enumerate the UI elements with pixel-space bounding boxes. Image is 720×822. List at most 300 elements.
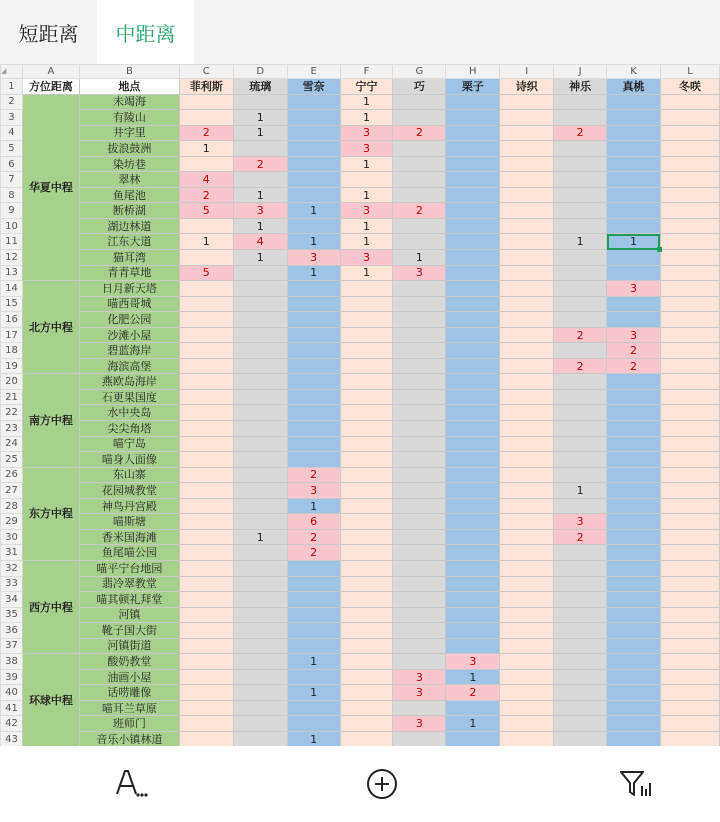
value-cell[interactable]: [393, 483, 446, 499]
value-cell[interactable]: [554, 296, 607, 312]
value-cell[interactable]: [393, 358, 446, 374]
value-cell[interactable]: [500, 94, 554, 110]
value-cell[interactable]: [179, 110, 233, 126]
value-cell[interactable]: [554, 700, 607, 716]
value-cell[interactable]: [340, 405, 393, 421]
value-cell[interactable]: 1: [287, 731, 340, 746]
select-all-corner[interactable]: ◢: [1, 65, 23, 79]
value-cell[interactable]: [554, 560, 607, 576]
value-cell[interactable]: [500, 560, 554, 576]
value-cell[interactable]: [500, 529, 554, 545]
place-cell[interactable]: 喵平宁台地园: [79, 560, 179, 576]
value-cell[interactable]: 1: [233, 110, 287, 126]
value-cell[interactable]: [554, 654, 607, 670]
value-cell[interactable]: [179, 731, 233, 746]
value-cell[interactable]: [446, 250, 500, 266]
value-cell[interactable]: [554, 623, 607, 639]
value-cell[interactable]: [607, 405, 661, 421]
value-cell[interactable]: [340, 716, 393, 732]
value-cell[interactable]: 3: [607, 327, 661, 343]
row-number[interactable]: 2: [1, 94, 23, 110]
value-cell[interactable]: [500, 296, 554, 312]
value-cell[interactable]: 3: [340, 125, 393, 141]
value-cell[interactable]: [179, 327, 233, 343]
value-cell[interactable]: [393, 529, 446, 545]
value-cell[interactable]: [446, 312, 500, 328]
value-cell[interactable]: [660, 436, 719, 452]
value-cell[interactable]: 6: [287, 514, 340, 530]
value-cell[interactable]: 1: [233, 187, 287, 203]
header-cell[interactable]: 方位距离: [22, 79, 79, 95]
row-number[interactable]: 9: [1, 203, 23, 219]
column-letter[interactable]: J: [554, 65, 607, 79]
value-cell[interactable]: [393, 110, 446, 126]
value-cell[interactable]: [233, 94, 287, 110]
value-cell[interactable]: [607, 125, 661, 141]
value-cell[interactable]: [179, 483, 233, 499]
value-cell[interactable]: [287, 343, 340, 359]
place-cell[interactable]: 喵耳兰草原: [79, 700, 179, 716]
value-cell[interactable]: [340, 498, 393, 514]
value-cell[interactable]: [233, 576, 287, 592]
row-number[interactable]: 8: [1, 187, 23, 203]
value-cell[interactable]: [393, 514, 446, 530]
value-cell[interactable]: [446, 700, 500, 716]
row-number[interactable]: 34: [1, 592, 23, 608]
header-cell[interactable]: 宁宁: [340, 79, 393, 95]
value-cell[interactable]: [554, 389, 607, 405]
value-cell[interactable]: [287, 576, 340, 592]
row-number[interactable]: 7: [1, 172, 23, 188]
row-number[interactable]: 12: [1, 250, 23, 266]
value-cell[interactable]: [340, 389, 393, 405]
value-cell[interactable]: 1: [607, 234, 661, 250]
value-cell[interactable]: [607, 685, 661, 701]
value-cell[interactable]: 2: [607, 358, 661, 374]
value-cell[interactable]: [607, 436, 661, 452]
value-cell[interactable]: [179, 529, 233, 545]
value-cell[interactable]: 1: [287, 498, 340, 514]
value-cell[interactable]: [287, 436, 340, 452]
row-number[interactable]: 1: [1, 79, 23, 95]
column-letter[interactable]: B: [79, 65, 179, 79]
value-cell[interactable]: [287, 607, 340, 623]
value-cell[interactable]: [446, 234, 500, 250]
value-cell[interactable]: [287, 623, 340, 639]
value-cell[interactable]: [233, 327, 287, 343]
value-cell[interactable]: 3: [287, 483, 340, 499]
value-cell[interactable]: 1: [287, 685, 340, 701]
header-cell[interactable]: 菲利斯: [179, 79, 233, 95]
row-number[interactable]: 4: [1, 125, 23, 141]
value-cell[interactable]: [500, 545, 554, 561]
value-cell[interactable]: [179, 607, 233, 623]
value-cell[interactable]: 1: [287, 265, 340, 281]
value-cell[interactable]: [393, 187, 446, 203]
value-cell[interactable]: [446, 421, 500, 437]
value-cell[interactable]: 2: [554, 529, 607, 545]
value-cell[interactable]: [446, 529, 500, 545]
row-number[interactable]: 6: [1, 156, 23, 172]
zone-label[interactable]: 北方中程: [22, 281, 79, 374]
value-cell[interactable]: [340, 514, 393, 530]
value-cell[interactable]: [393, 281, 446, 297]
row-number[interactable]: 41: [1, 700, 23, 716]
value-cell[interactable]: [179, 389, 233, 405]
place-cell[interactable]: 话唠雕像: [79, 685, 179, 701]
value-cell[interactable]: [287, 374, 340, 390]
place-cell[interactable]: 湖边林道: [79, 218, 179, 234]
place-cell[interactable]: 猫耳湾: [79, 250, 179, 266]
value-cell[interactable]: [233, 700, 287, 716]
value-cell[interactable]: [660, 685, 719, 701]
value-cell[interactable]: [554, 685, 607, 701]
value-cell[interactable]: 1: [340, 234, 393, 250]
value-cell[interactable]: [340, 560, 393, 576]
place-cell[interactable]: 拔浪鼓洲: [79, 141, 179, 157]
row-number[interactable]: 29: [1, 514, 23, 530]
value-cell[interactable]: [393, 467, 446, 483]
column-letter[interactable]: C: [179, 65, 233, 79]
row-number[interactable]: 26: [1, 467, 23, 483]
value-cell[interactable]: [393, 592, 446, 608]
value-cell[interactable]: [446, 218, 500, 234]
value-cell[interactable]: 1: [233, 529, 287, 545]
value-cell[interactable]: [340, 296, 393, 312]
value-cell[interactable]: 1: [287, 234, 340, 250]
value-cell[interactable]: [500, 685, 554, 701]
value-cell[interactable]: [660, 389, 719, 405]
value-cell[interactable]: [393, 172, 446, 188]
value-cell[interactable]: [393, 327, 446, 343]
value-cell[interactable]: [500, 234, 554, 250]
value-cell[interactable]: [233, 623, 287, 639]
value-cell[interactable]: [393, 700, 446, 716]
value-cell[interactable]: [340, 312, 393, 328]
row-number[interactable]: 16: [1, 312, 23, 328]
value-cell[interactable]: [179, 296, 233, 312]
value-cell[interactable]: [446, 607, 500, 623]
value-cell[interactable]: 2: [287, 529, 340, 545]
tab-short-distance[interactable]: 短距离: [18, 21, 79, 46]
place-cell[interactable]: 井字里: [79, 125, 179, 141]
spreadsheet-grid[interactable]: [0, 64, 720, 746]
value-cell[interactable]: [660, 187, 719, 203]
value-cell[interactable]: [660, 607, 719, 623]
place-cell[interactable]: 断桥湖: [79, 203, 179, 219]
value-cell[interactable]: [660, 483, 719, 499]
value-cell[interactable]: [660, 452, 719, 468]
value-cell[interactable]: [340, 654, 393, 670]
value-cell[interactable]: [660, 358, 719, 374]
value-cell[interactable]: [287, 405, 340, 421]
row-number[interactable]: 32: [1, 560, 23, 576]
header-cell[interactable]: 栗子: [446, 79, 500, 95]
column-letter[interactable]: L: [660, 65, 719, 79]
value-cell[interactable]: [446, 436, 500, 452]
value-cell[interactable]: [607, 265, 661, 281]
value-cell[interactable]: [660, 312, 719, 328]
row-number[interactable]: 33: [1, 576, 23, 592]
value-cell[interactable]: [340, 467, 393, 483]
value-cell[interactable]: 1: [340, 218, 393, 234]
row-number[interactable]: 39: [1, 669, 23, 685]
value-cell[interactable]: [179, 638, 233, 654]
place-cell[interactable]: 翡冷翠教堂: [79, 576, 179, 592]
value-cell[interactable]: [607, 374, 661, 390]
value-cell[interactable]: [500, 483, 554, 499]
row-number[interactable]: 27: [1, 483, 23, 499]
value-cell[interactable]: [446, 110, 500, 126]
value-cell[interactable]: [233, 421, 287, 437]
value-cell[interactable]: [500, 731, 554, 746]
value-cell[interactable]: 1: [233, 250, 287, 266]
value-cell[interactable]: 5: [179, 203, 233, 219]
place-cell[interactable]: 班师门: [79, 716, 179, 732]
row-number[interactable]: 3: [1, 110, 23, 126]
value-cell[interactable]: [446, 374, 500, 390]
value-cell[interactable]: [500, 172, 554, 188]
value-cell[interactable]: [179, 700, 233, 716]
value-cell[interactable]: [233, 374, 287, 390]
value-cell[interactable]: 1: [446, 716, 500, 732]
place-cell[interactable]: 燕欧岛海岸: [79, 374, 179, 390]
value-cell[interactable]: [554, 94, 607, 110]
value-cell[interactable]: [607, 654, 661, 670]
value-cell[interactable]: [607, 94, 661, 110]
value-cell[interactable]: 1: [340, 187, 393, 203]
value-cell[interactable]: [607, 483, 661, 499]
value-cell[interactable]: [340, 638, 393, 654]
value-cell[interactable]: 1: [340, 156, 393, 172]
value-cell[interactable]: [660, 638, 719, 654]
value-cell[interactable]: [393, 296, 446, 312]
value-cell[interactable]: [554, 374, 607, 390]
value-cell[interactable]: [607, 669, 661, 685]
value-cell[interactable]: [554, 716, 607, 732]
value-cell[interactable]: [500, 125, 554, 141]
header-cell[interactable]: 真桃: [607, 79, 661, 95]
value-cell[interactable]: [446, 389, 500, 405]
value-cell[interactable]: [554, 638, 607, 654]
value-cell[interactable]: [607, 312, 661, 328]
value-cell[interactable]: [607, 141, 661, 157]
zone-label[interactable]: 南方中程: [22, 374, 79, 467]
value-cell[interactable]: [554, 498, 607, 514]
value-cell[interactable]: [607, 421, 661, 437]
value-cell[interactable]: [660, 110, 719, 126]
value-cell[interactable]: [287, 716, 340, 732]
value-cell[interactable]: [287, 218, 340, 234]
header-cell[interactable]: 地点: [79, 79, 179, 95]
value-cell[interactable]: [607, 576, 661, 592]
value-cell[interactable]: 2: [554, 125, 607, 141]
value-cell[interactable]: [287, 172, 340, 188]
value-cell[interactable]: [554, 343, 607, 359]
value-cell[interactable]: [660, 374, 719, 390]
value-cell[interactable]: [500, 343, 554, 359]
value-cell[interactable]: [340, 452, 393, 468]
header-cell[interactable]: 巧: [393, 79, 446, 95]
value-cell[interactable]: [554, 172, 607, 188]
value-cell[interactable]: 2: [607, 343, 661, 359]
value-cell[interactable]: 2: [179, 125, 233, 141]
value-cell[interactable]: [287, 110, 340, 126]
row-number[interactable]: 17: [1, 327, 23, 343]
value-cell[interactable]: 3: [393, 669, 446, 685]
value-cell[interactable]: 4: [233, 234, 287, 250]
zone-label[interactable]: 西方中程: [22, 560, 79, 653]
place-cell[interactable]: 喵斯塘: [79, 514, 179, 530]
place-cell[interactable]: 化肥公园: [79, 312, 179, 328]
value-cell[interactable]: [340, 327, 393, 343]
value-cell[interactable]: [179, 716, 233, 732]
value-cell[interactable]: [554, 421, 607, 437]
value-cell[interactable]: [446, 452, 500, 468]
value-cell[interactable]: [500, 374, 554, 390]
value-cell[interactable]: 3: [233, 203, 287, 219]
value-cell[interactable]: [554, 156, 607, 172]
value-cell[interactable]: [446, 94, 500, 110]
value-cell[interactable]: [500, 187, 554, 203]
value-cell[interactable]: [179, 685, 233, 701]
value-cell[interactable]: [660, 498, 719, 514]
value-cell[interactable]: [660, 700, 719, 716]
value-cell[interactable]: [179, 498, 233, 514]
value-cell[interactable]: [500, 638, 554, 654]
value-cell[interactable]: 2: [554, 358, 607, 374]
value-cell[interactable]: [179, 623, 233, 639]
place-cell[interactable]: 香米国海滩: [79, 529, 179, 545]
value-cell[interactable]: [179, 156, 233, 172]
value-cell[interactable]: [500, 436, 554, 452]
place-cell[interactable]: 碧蓝海岸: [79, 343, 179, 359]
value-cell[interactable]: 1: [179, 234, 233, 250]
value-cell[interactable]: [393, 436, 446, 452]
header-cell[interactable]: 雪奈: [287, 79, 340, 95]
row-number[interactable]: 30: [1, 529, 23, 545]
value-cell[interactable]: [660, 592, 719, 608]
filter-button[interactable]: [615, 766, 655, 802]
value-cell[interactable]: [340, 623, 393, 639]
value-cell[interactable]: 1: [446, 669, 500, 685]
place-cell[interactable]: 青青草地: [79, 265, 179, 281]
value-cell[interactable]: 1: [340, 265, 393, 281]
value-cell[interactable]: [233, 560, 287, 576]
value-cell[interactable]: [340, 436, 393, 452]
value-cell[interactable]: [554, 110, 607, 126]
value-cell[interactable]: [554, 436, 607, 452]
row-number[interactable]: 31: [1, 545, 23, 561]
value-cell[interactable]: [660, 250, 719, 266]
value-cell[interactable]: [500, 327, 554, 343]
place-cell[interactable]: 日月新天塔: [79, 281, 179, 297]
value-cell[interactable]: [233, 141, 287, 157]
value-cell[interactable]: [660, 529, 719, 545]
value-cell[interactable]: [287, 327, 340, 343]
value-cell[interactable]: [446, 514, 500, 530]
value-cell[interactable]: [340, 545, 393, 561]
value-cell[interactable]: [607, 156, 661, 172]
value-cell[interactable]: [179, 312, 233, 328]
row-number[interactable]: 18: [1, 343, 23, 359]
value-cell[interactable]: [287, 669, 340, 685]
value-cell[interactable]: [233, 281, 287, 297]
value-cell[interactable]: [660, 94, 719, 110]
value-cell[interactable]: [233, 312, 287, 328]
value-cell[interactable]: 3: [340, 250, 393, 266]
value-cell[interactable]: [340, 343, 393, 359]
row-number[interactable]: 24: [1, 436, 23, 452]
value-cell[interactable]: [393, 576, 446, 592]
value-cell[interactable]: [660, 265, 719, 281]
value-cell[interactable]: [607, 498, 661, 514]
value-cell[interactable]: [607, 623, 661, 639]
value-cell[interactable]: [554, 250, 607, 266]
value-cell[interactable]: [287, 296, 340, 312]
value-cell[interactable]: 2: [287, 545, 340, 561]
value-cell[interactable]: [340, 374, 393, 390]
value-cell[interactable]: [340, 576, 393, 592]
value-cell[interactable]: [660, 731, 719, 746]
place-cell[interactable]: 音乐小镇林道: [79, 731, 179, 746]
value-cell[interactable]: [446, 731, 500, 746]
value-cell[interactable]: [500, 592, 554, 608]
value-cell[interactable]: 2: [393, 203, 446, 219]
value-cell[interactable]: 1: [287, 654, 340, 670]
zone-label[interactable]: 环球中程: [22, 654, 79, 746]
value-cell[interactable]: [554, 187, 607, 203]
column-letter[interactable]: F: [340, 65, 393, 79]
value-cell[interactable]: [607, 638, 661, 654]
value-cell[interactable]: [393, 421, 446, 437]
value-cell[interactable]: [660, 218, 719, 234]
value-cell[interactable]: [179, 467, 233, 483]
value-cell[interactable]: 3: [554, 514, 607, 530]
row-number[interactable]: 10: [1, 218, 23, 234]
value-cell[interactable]: [287, 592, 340, 608]
place-cell[interactable]: 河镇: [79, 607, 179, 623]
value-cell[interactable]: [500, 265, 554, 281]
value-cell[interactable]: [287, 638, 340, 654]
value-cell[interactable]: [340, 592, 393, 608]
place-cell[interactable]: 花园城教堂: [79, 483, 179, 499]
value-cell[interactable]: [233, 358, 287, 374]
value-cell[interactable]: 2: [287, 467, 340, 483]
place-cell[interactable]: 酸奶教堂: [79, 654, 179, 670]
row-number[interactable]: 13: [1, 265, 23, 281]
font-format-button[interactable]: [110, 766, 150, 802]
value-cell[interactable]: [446, 358, 500, 374]
value-cell[interactable]: [660, 343, 719, 359]
value-cell[interactable]: [287, 358, 340, 374]
value-cell[interactable]: [446, 296, 500, 312]
value-cell[interactable]: [660, 560, 719, 576]
value-cell[interactable]: [233, 296, 287, 312]
value-cell[interactable]: [233, 405, 287, 421]
row-number[interactable]: 14: [1, 281, 23, 297]
value-cell[interactable]: [233, 685, 287, 701]
place-cell[interactable]: 鱼尾池: [79, 187, 179, 203]
value-cell[interactable]: [179, 421, 233, 437]
value-cell[interactable]: [554, 405, 607, 421]
value-cell[interactable]: [607, 172, 661, 188]
row-number[interactable]: 35: [1, 607, 23, 623]
value-cell[interactable]: [660, 716, 719, 732]
value-cell[interactable]: [607, 529, 661, 545]
value-cell[interactable]: [660, 156, 719, 172]
value-cell[interactable]: [500, 358, 554, 374]
